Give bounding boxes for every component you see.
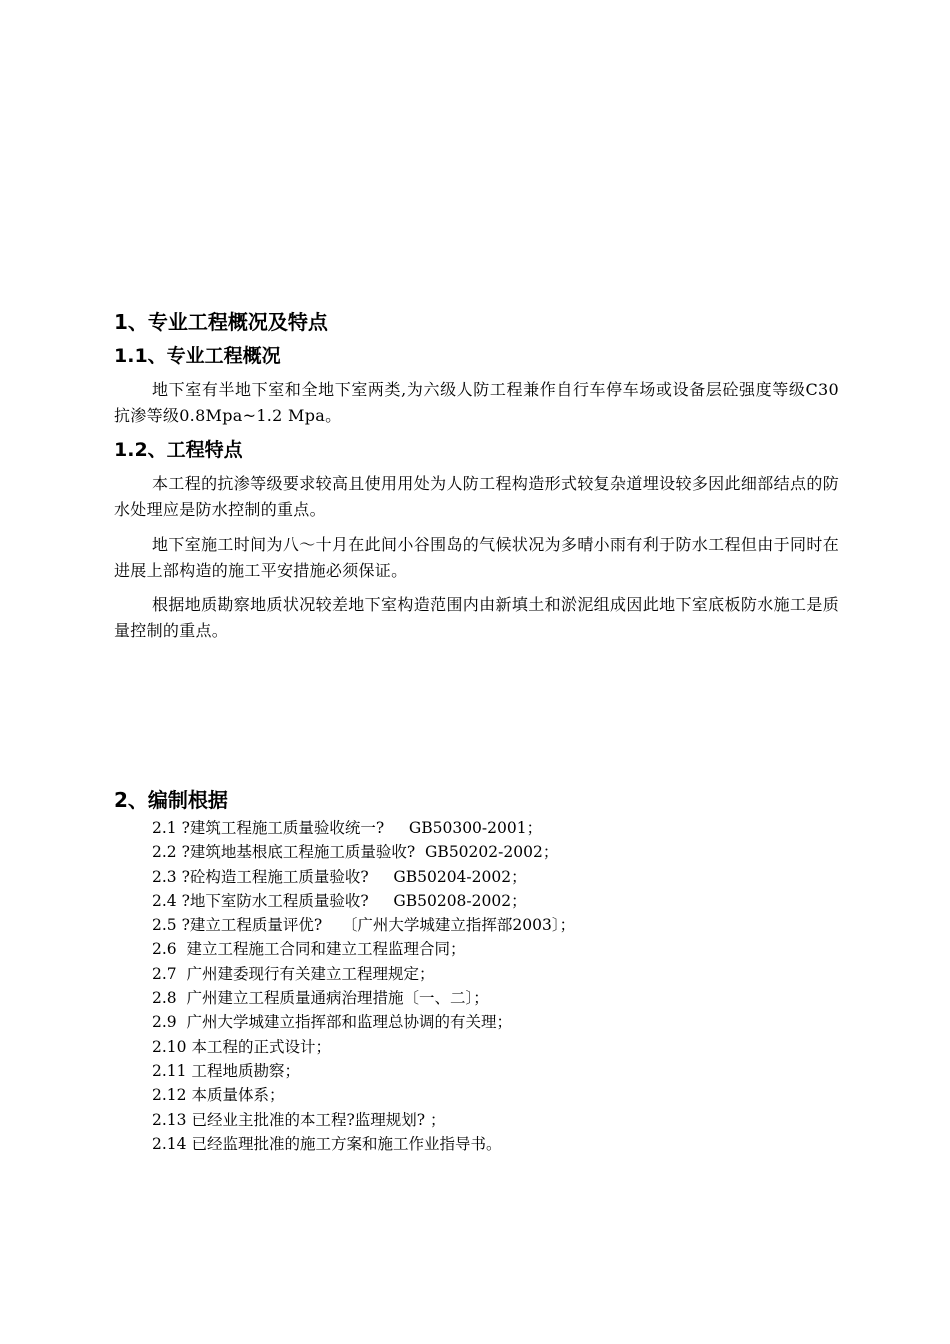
list-item: 2.6 建立工程施工合同和建立工程监理合同； bbox=[152, 940, 466, 959]
section-1-1-paragraph: 地下室有半地下室和全地下室两类,为六级人防工程兼作自行车停车场或设备层砼强度等级C30抗渗等级0.8Mpa~1.2 Mpa。 bbox=[114, 380, 839, 425]
list-item: 2.12 本质量体系； bbox=[152, 1086, 285, 1105]
section-1-heading: 1、专业工程概况及特点 bbox=[114, 310, 328, 334]
section-1-2-paragraph-3: 根据地质勘察地质状况较差地下室构造范围内由新填土和淤泥组成因此地下室底板防水施工是质量控制的重点。 bbox=[114, 595, 839, 640]
list-item: 2.14 已经监理批准的施工方案和施工作业指导书。 bbox=[152, 1134, 502, 1153]
list-item: 2.8 广州建立工程质量通病治理措施〔一、二〕； bbox=[152, 989, 489, 1008]
list-item: 2.9 广州大学城建立指挥部和监理总协调的有关理； bbox=[152, 1013, 513, 1032]
list-item: 2.11 工程地质勘察； bbox=[152, 1061, 300, 1080]
section-1-1-heading: 1.1、专业工程概况 bbox=[114, 345, 281, 367]
section-1-2-paragraph-1: 本工程的抗渗等级要求较高且使用用处为人防工程构造形式较复杂道埋设较多因此细部结点的防水处理应是防水控制的重点。 bbox=[114, 474, 839, 519]
list-item: 2.10 本工程的正式设计； bbox=[152, 1037, 331, 1056]
section-2-heading: 2、编制根据 bbox=[114, 788, 228, 812]
list-item: 2.4 ?地下室防水工程质量验收? GB50208-2002； bbox=[152, 891, 527, 910]
list-item: 2.7 广州建委现行有关建立工程理规定； bbox=[152, 964, 435, 983]
basis-list bbox=[152, 816, 575, 1156]
list-item: 2.5 ?建立工程质量评优? 〔广州大学城建立指挥部2003〕； bbox=[152, 916, 576, 935]
list-item: 2.3 ?砼构造工程施工质量验收? GB50204-2002； bbox=[152, 867, 527, 886]
list-item: 2.13 已经业主批准的本工程?监理规划? ； bbox=[152, 1110, 446, 1129]
section-1-2-paragraph-2: 地下室施工时间为八～十月在此间小谷围岛的气候状况为多晴小雨有利于防水工程但由于同时在进展上部构造的施工平安措施必须保证。 bbox=[114, 535, 839, 580]
list-item: 2.2 ?建筑地基根底工程施工质量验收? GB50202-2002； bbox=[152, 843, 559, 862]
section-1-2-heading: 1.2、工程特点 bbox=[114, 439, 243, 461]
list-item: 2.1 ?建筑工程施工质量验收统一? GB50300-2001； bbox=[152, 819, 543, 837]
